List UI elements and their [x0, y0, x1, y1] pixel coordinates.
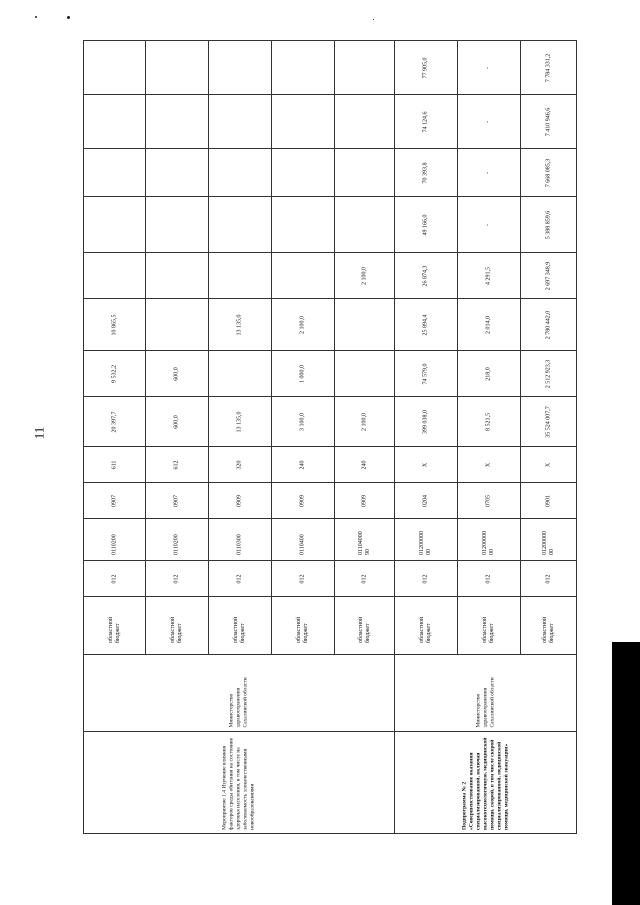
executor-text: Министерство здравоохранения Сахалинской области: [475, 677, 495, 728]
value-2025-cell: [209, 149, 272, 197]
value-2023-cell: [521, 253, 577, 299]
value-total-text: 399 038,0: [422, 409, 429, 434]
value-2021-text: 9 532,2: [111, 364, 117, 383]
value-2026-cell: [209, 95, 272, 149]
value-2025-text: 7 668 085,3: [545, 158, 551, 187]
value-2022-cell: [335, 299, 395, 351]
code-rzpr-text: 0907: [111, 494, 117, 507]
value-2026-text: 74 124,6: [422, 111, 429, 132]
code-vr-cell: [84, 447, 146, 483]
value-2021-cell: [458, 351, 521, 397]
value-2026-cell: [521, 95, 577, 149]
code-grbs-text: 012: [236, 574, 243, 583]
value-total-cell: [521, 397, 577, 447]
funding-source-cell: [272, 597, 335, 655]
funding-source-text: областной бюджет: [296, 616, 309, 643]
code-vr-cell: [458, 447, 521, 483]
table-row-code-vr: [84, 447, 577, 483]
value-2022-cell: [458, 299, 521, 351]
funding-source-cell: [209, 597, 272, 655]
value-2022-text: 13 135,0: [236, 314, 243, 335]
code-grbs-text: 012: [485, 574, 492, 583]
table-row-code-grbs: [84, 561, 577, 597]
value-2021-text: 2 512 923,3: [545, 359, 551, 388]
value-2024-cell: [272, 197, 335, 253]
code-rzpr-text: 0204: [422, 494, 429, 507]
code-vr-text: Х: [422, 462, 429, 467]
value-2025-cell: [521, 149, 577, 197]
value-2024-cell: [209, 197, 272, 253]
code-vr-text: Х: [545, 462, 551, 467]
code-grbs-text: 012: [111, 574, 117, 583]
scan-edge-shadow: [612, 642, 640, 905]
value-2023-text: 2 100,0: [361, 266, 367, 285]
executor-cell: [395, 655, 577, 732]
value-2023-text: 2 697 348,9: [545, 261, 551, 290]
value-2022-text: 10 865,5: [111, 314, 117, 335]
code-grbs-text: 012: [545, 574, 551, 583]
value-2022-cell: [146, 299, 209, 351]
value-2021-text: 218,0: [485, 366, 492, 381]
table-row-executor: [84, 655, 577, 732]
value-2024-cell: [335, 197, 395, 253]
code-grbs-text: 012: [299, 574, 306, 583]
code-csr-text: 01104000 90: [357, 530, 371, 555]
code-grbs-cell: [458, 561, 521, 597]
value-2025-cell: [335, 149, 395, 197]
value-2026-cell: [335, 95, 395, 149]
code-rzpr-cell: [335, 483, 395, 519]
value-2024-text: -: [485, 223, 492, 226]
value-2024-cell: [521, 197, 577, 253]
code-vr-text: Х: [485, 462, 492, 467]
value-2021-cell: [146, 351, 209, 397]
value-total-text: 600,0: [173, 414, 180, 429]
table-row-funding-source: [84, 597, 577, 655]
activity-name-cell: [395, 732, 577, 834]
value-total-cell: [272, 397, 335, 447]
code-grbs-text: 012: [173, 574, 180, 583]
executor-cell: [84, 655, 395, 732]
budget-table: [83, 40, 577, 834]
value-2026-cell: [84, 95, 146, 149]
value-2022-cell: [272, 299, 335, 351]
code-vr-cell: [146, 447, 209, 483]
value-total-text: 20 397,7: [111, 411, 117, 432]
value-2023-cell: [84, 253, 146, 299]
code-grbs-cell: [395, 561, 458, 597]
code-csr-cell: [84, 519, 146, 561]
value-2027-cell: [272, 41, 335, 95]
code-csr-cell: [521, 519, 577, 561]
code-rzpr-text: 0909: [361, 494, 367, 507]
funding-source-cell: [395, 597, 458, 655]
value-2022-cell: [395, 299, 458, 351]
funding-source-text: областной бюджет: [107, 616, 121, 643]
code-vr-cell: [209, 447, 272, 483]
code-csr-cell: [395, 519, 458, 561]
value-total-text: 35 524 007,7: [545, 405, 551, 438]
funding-source-text: областной бюджет: [357, 616, 371, 643]
value-2025-cell: [146, 149, 209, 197]
code-csr-cell: [209, 519, 272, 561]
code-csr-text: 0110400: [299, 533, 306, 555]
code-grbs-cell: [146, 561, 209, 597]
table-row-value-2021: [84, 351, 577, 397]
value-2023-cell: [272, 253, 335, 299]
code-csr-text: 01200000 00: [419, 530, 432, 555]
value-2021-text: 74 579,0: [422, 363, 429, 384]
code-csr-text: 0110200: [173, 533, 180, 555]
value-total-cell: [84, 397, 146, 447]
code-rzpr-cell: [521, 483, 577, 519]
value-2022-cell: [209, 299, 272, 351]
value-2027-cell: [521, 41, 577, 95]
value-2025-cell: [272, 149, 335, 197]
value-2024-cell: [84, 197, 146, 253]
value-total-cell: [458, 397, 521, 447]
code-rzpr-cell: [458, 483, 521, 519]
value-2027-cell: [209, 41, 272, 95]
value-2022-cell: [84, 299, 146, 351]
value-2025-cell: [84, 149, 146, 197]
value-2023-cell: [395, 253, 458, 299]
value-2022-text: 2 100,0: [299, 315, 306, 334]
funding-source-text: областной бюджет: [170, 616, 183, 643]
activity-name-text: Мероприятие 1.4 Изучение влияния факторов среды обитания на состояние здоровья населения, в том числе на заболеваемость злокачественными новообразованиями: [221, 737, 256, 830]
activity-name-cell: [84, 732, 395, 834]
table-row-value-2022: [84, 299, 577, 351]
code-vr-text: 320: [236, 460, 243, 469]
value-2027-text: -: [485, 66, 492, 69]
value-2026-text: 7 410 946,6: [545, 107, 551, 136]
value-2026-cell: [146, 95, 209, 149]
code-rzpr-text: 0907: [173, 494, 180, 507]
value-2027-text: 7 784 331,2: [545, 53, 551, 82]
funding-source-text: областной бюджет: [233, 616, 246, 643]
funding-source-text: областной бюджет: [419, 616, 432, 643]
funding-source-cell: [521, 597, 577, 655]
value-2025-cell: [395, 149, 458, 197]
code-vr-cell: [335, 447, 395, 483]
page-number: 11: [31, 426, 47, 440]
value-2025-text: 70 393,8: [422, 162, 429, 183]
table-row-code-csr: [84, 519, 577, 561]
code-rzpr-cell: [209, 483, 272, 519]
activity-name-text: Подпрограмма № 2 «Совершенствование оказания специализированной, включая высокотехнологичную, медицинской помощи, скорой, в том числе скорой специализированной, медицинской помощи, медицинской эвакуации»: [461, 737, 509, 830]
funding-source-text: областной бюджет: [482, 616, 495, 643]
value-2023-cell: [335, 253, 395, 299]
code-grbs-cell: [272, 561, 335, 597]
table-row-value-2024: [84, 197, 577, 253]
value-total-cell: [146, 397, 209, 447]
code-grbs-cell: [209, 561, 272, 597]
table-row-activity-name: [84, 732, 577, 834]
value-2024-cell: [395, 197, 458, 253]
value-2027-text: 77 905,0: [422, 57, 429, 78]
value-2024-cell: [458, 197, 521, 253]
code-grbs-text: 012: [361, 574, 367, 583]
code-rzpr-cell: [395, 483, 458, 519]
value-total-cell: [335, 397, 395, 447]
code-csr-cell: [272, 519, 335, 561]
table-row-value-2023: [84, 253, 577, 299]
code-vr-text: 612: [173, 460, 180, 469]
value-total-cell: [209, 397, 272, 447]
value-2021-cell: [521, 351, 577, 397]
value-total-text: 2 100,0: [361, 412, 367, 431]
code-grbs-text: 012: [422, 574, 429, 583]
code-vr-text: 611: [111, 460, 117, 469]
table-row-value-2025: [84, 149, 577, 197]
value-2026-cell: [395, 95, 458, 149]
value-2022-text: 25 894,4: [422, 314, 429, 335]
code-csr-cell: [458, 519, 521, 561]
funding-source-cell: [146, 597, 209, 655]
code-csr-text: 01200000 00: [541, 530, 555, 555]
table-row-value-total: [84, 397, 577, 447]
executor-text: Министерство здравоохранения Сахалинской области: [228, 677, 249, 728]
value-2021-cell: [395, 351, 458, 397]
funding-source-cell: [335, 597, 395, 655]
value-2026-text: -: [485, 120, 492, 123]
value-2021-text: 1 000,0: [299, 364, 306, 383]
value-2026-cell: [458, 95, 521, 149]
value-2026-cell: [272, 95, 335, 149]
code-rzpr-cell: [272, 483, 335, 519]
value-2023-text: 4 291,5: [485, 266, 492, 285]
code-vr-text: 240: [361, 460, 367, 469]
value-2027-cell: [84, 41, 146, 95]
funding-source-text: областной бюджет: [541, 616, 555, 643]
value-2023-text: 26 874,3: [422, 265, 429, 286]
value-total-text: 13 135,0: [236, 411, 243, 432]
code-csr-text: 0110200: [111, 533, 117, 555]
code-rzpr-text: 0705: [485, 494, 492, 507]
value-2021-cell: [272, 351, 335, 397]
code-rzpr-text: 0901: [545, 494, 551, 507]
value-2024-cell: [146, 197, 209, 253]
value-2022-cell: [521, 299, 577, 351]
code-grbs-cell: [335, 561, 395, 597]
table-row-code-rzpr: [84, 483, 577, 519]
code-vr-cell: [521, 447, 577, 483]
value-2027-cell: [335, 41, 395, 95]
value-2021-cell: [84, 351, 146, 397]
value-2023-cell: [458, 253, 521, 299]
table-row-value-2027: [84, 41, 577, 95]
code-rzpr-text: 0909: [236, 494, 243, 507]
value-2025-cell: [458, 149, 521, 197]
value-2023-cell: [209, 253, 272, 299]
value-2023-cell: [146, 253, 209, 299]
code-vr-cell: [395, 447, 458, 483]
value-2022-text: 2 780 442,0: [545, 310, 551, 339]
value-total-cell: [395, 397, 458, 447]
value-2027-cell: [458, 41, 521, 95]
value-2021-cell: [209, 351, 272, 397]
code-grbs-cell: [521, 561, 577, 597]
value-2027-cell: [395, 41, 458, 95]
code-csr-text: 0110300: [236, 533, 243, 555]
code-vr-cell: [272, 447, 335, 483]
code-rzpr-text: 0909: [299, 494, 306, 507]
value-2024-text: 5 388 859,6: [545, 210, 551, 239]
code-grbs-cell: [84, 561, 146, 597]
value-total-text: 8 521,5: [485, 412, 492, 431]
code-rzpr-cell: [146, 483, 209, 519]
table-row-value-2026: [84, 95, 577, 149]
funding-source-cell: [84, 597, 146, 655]
value-2022-text: 2 014,0: [485, 315, 492, 334]
value-2021-text: 600,0: [173, 366, 180, 381]
value-2024-text: 49 166,0: [422, 214, 429, 235]
value-2021-cell: [335, 351, 395, 397]
value-2025-text: -: [485, 171, 492, 174]
code-csr-cell: [146, 519, 209, 561]
funding-source-cell: [458, 597, 521, 655]
value-2027-cell: [146, 41, 209, 95]
code-rzpr-cell: [84, 483, 146, 519]
code-vr-text: 240: [299, 460, 306, 469]
code-csr-text: 01200000 00: [482, 530, 495, 555]
code-csr-cell: [335, 519, 395, 561]
value-total-text: 3 100,0: [299, 412, 306, 431]
